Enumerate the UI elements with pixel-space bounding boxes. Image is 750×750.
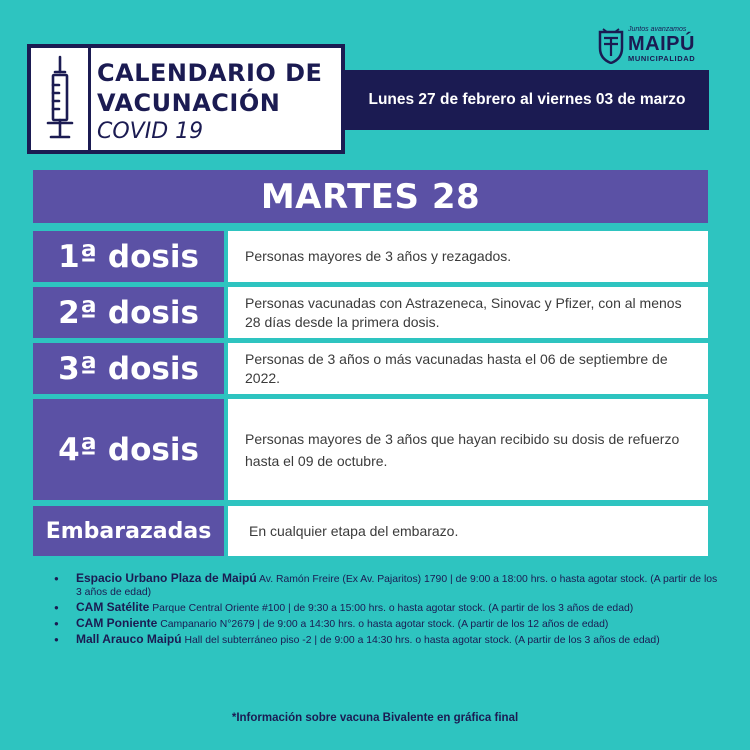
title-line-1: CALENDARIO DE [97, 59, 323, 87]
dose-label: 1ª dosis [33, 231, 224, 282]
dose-row-4 [33, 399, 708, 500]
list-item [54, 633, 724, 647]
title-line-3: COVID 19 [97, 119, 204, 144]
list-item [54, 572, 724, 599]
location-name: CAM Satélite [76, 600, 150, 614]
location-name: Espacio Urbano Plaza de Maipú [76, 571, 257, 585]
dose-description: Personas mayores de 3 años y rezagados. [228, 231, 708, 282]
dose-label: 3ª dosis [33, 343, 224, 394]
dose-description: Personas mayores de 3 años que hayan recibido su dosis de refuerzo hasta el 09 de octubre. [228, 399, 708, 500]
pregnant-label: Embarazadas [33, 506, 224, 556]
location-details: Parque Central Oriente #100 | de 9:30 a 15:00 hrs. o hasta agotar stock. (A partir de los 3 años de edad) [152, 603, 634, 614]
pregnant-description: En cualquier etapa del embarazo. [228, 506, 708, 556]
date-banner: Lunes 27 de febrero al viernes 03 de marzo [345, 70, 709, 130]
title-text [97, 58, 322, 146]
logo-name: MAIPÚ [628, 33, 695, 55]
dose-description: Personas vacunadas con Astrazeneca, Sinovac y Pfizer, con al menos 28 días desde la primera dosis. [228, 287, 708, 338]
footnote: *Información sobre vacuna Bivalente en gráfica final [231, 712, 519, 724]
location-name: Mall Arauco Maipú [76, 632, 182, 646]
title-line-2: VACUNACIÓN [97, 89, 281, 117]
logo-tagline: Juntos avanzamos [628, 26, 687, 33]
dose-label: 4ª dosis [33, 399, 224, 500]
day-header: MARTES 28 [33, 170, 708, 223]
syringe-icon [43, 55, 77, 143]
pregnant-row [33, 506, 708, 556]
dose-label: 2ª dosis [33, 287, 224, 338]
dose-row-3 [33, 343, 708, 394]
locations-list [54, 572, 724, 649]
list-item [54, 601, 724, 615]
logo-subtitle: MUNICIPALIDAD [628, 54, 696, 63]
municipal-shield-icon [597, 28, 625, 64]
location-details: Hall del subterráneo piso -2 | de 9:00 a 14:30 hrs. o hasta agotar stock. (A partir de los 3 años de edad) [184, 635, 660, 646]
title-box [27, 44, 345, 154]
dose-row-2 [33, 287, 708, 338]
list-item [54, 617, 724, 631]
location-details: Campanario N°2679 | de 9:00 a 14:30 hrs. o hasta agotar stock. (A partir de los 12 años de edad) [160, 619, 609, 630]
dose-description: Personas de 3 años o más vacunadas hasta el 06 de septiembre de 2022. [228, 343, 708, 394]
dose-row-1 [33, 231, 708, 282]
location-details: Av. Ramón Freire (Ex Av. Pajaritos) 1790 | de 9:00 a 18:00 hrs. o hasta agotar stock. (A partir de los 3 años de edad) [76, 574, 718, 598]
location-name: CAM Poniente [76, 616, 158, 630]
maipu-logo [597, 26, 717, 66]
syringe-panel [31, 48, 91, 150]
